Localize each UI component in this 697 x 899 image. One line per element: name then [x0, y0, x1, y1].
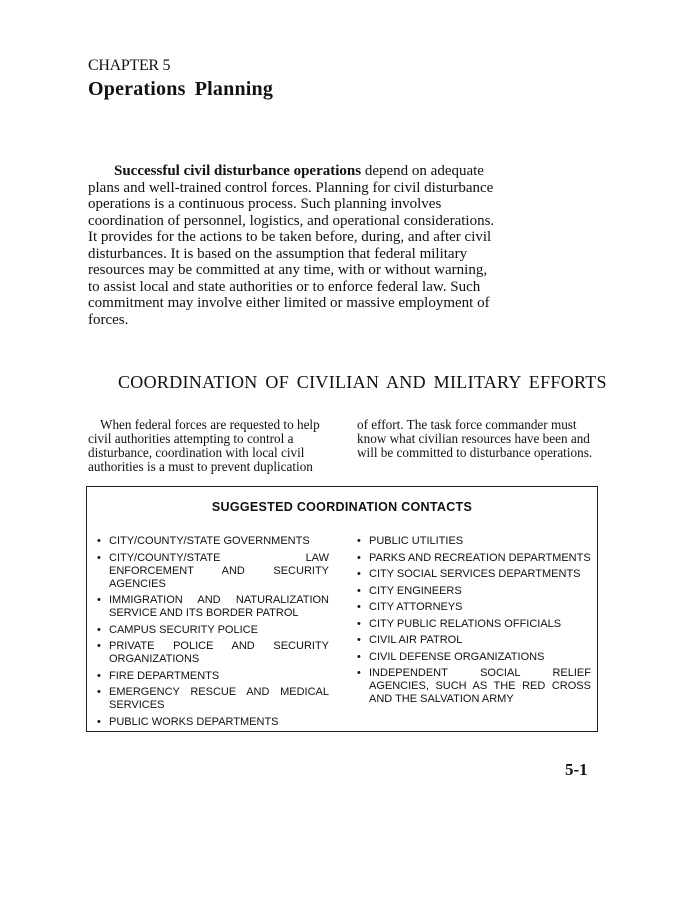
right-column-text: of effort. The task force commander must know what civilian resources have been and will be committed to disturbance operations. [357, 417, 593, 460]
bullet-icon: • [97, 669, 101, 682]
bullet-icon: • [97, 686, 101, 698]
list-item: • IMMIGRATION AND NATURALIZATION SERVICE AND ITS BORDER PATROL [97, 594, 329, 619]
bullet-icon: • [97, 640, 101, 652]
bullet-icon: • [357, 667, 361, 679]
chapter-label: CHAPTER 5 [88, 57, 171, 74]
list-item: • CITY ENGINEERS [357, 584, 462, 597]
list-item: • PARKS AND RECREATION DEPARTMENTS [357, 551, 591, 564]
bullet-icon: • [357, 634, 361, 646]
list-item: • PUBLIC UTILITIES [357, 535, 464, 547]
list-item: • PUBLIC WORKS DEPARTMENTS [97, 715, 279, 728]
list-item: • CITY/COUNTY/STATE LAW ENFORCEMENT AND SECURITY AGENCIES [97, 551, 329, 590]
bullet-icon: • [357, 601, 361, 613]
contacts-list-left [95, 535, 329, 732]
bullet-icon: • [97, 715, 101, 728]
bullet-icon: • [357, 650, 361, 663]
list-item: • CITY SOCIAL SERVICES DEPARTMENTS [357, 568, 581, 580]
bullet-icon: • [97, 535, 101, 547]
list-item: • INDEPENDENT SOCIAL RELIEF AGENCIES, SUCH AS THE RED CROSS AND THE SALVATION ARMY [357, 667, 591, 705]
contacts-list-right [355, 535, 591, 710]
list-item: • CAMPUS SECURITY POLICE [97, 623, 258, 636]
bullet-icon: • [357, 535, 361, 547]
section-heading: COORDINATION OF CIVILIAN AND MILITARY EFFORTS [118, 372, 607, 392]
section-left-column [88, 418, 344, 474]
list-item: • CITY/COUNTY/STATE GOVERNMENTS [97, 535, 310, 547]
bullet-icon: • [97, 623, 101, 636]
list-item: • CIVIL AIR PATROL [357, 634, 463, 646]
intro-lead: Successful civil disturbance operations [114, 163, 362, 179]
bullet-icon: • [97, 551, 101, 564]
list-item: • FIRE DEPARTMENTS [97, 669, 220, 682]
list-item: • CITY ATTORNEYS [357, 601, 463, 613]
bullet-icon: • [97, 594, 101, 606]
page-number: 5-1 [565, 760, 588, 779]
bullet-icon: • [357, 568, 361, 580]
list-item: • EMERGENCY RESCUE AND MEDICAL SERVICES [97, 686, 329, 711]
intro-body: depend on adequate plans and well-trained control forces. Planning for civil disturbance operations is a continuous process. Such planning involves coordination of personnel, logistics, and operational considerations. It provides for the actions to be taken before, during, and after civil disturbances. It is based on the assumption that federal military resources may be committed at any time, with or without warning, to assist local and state authorities or to enforce federal law. Such commitment may involve either limited or massive employment of forces. [88, 163, 495, 328]
bullet-icon: • [357, 584, 361, 597]
section-right-column [357, 418, 597, 460]
list-item: • PRIVATE POLICE AND SECURITY ORGANIZATIONS [97, 640, 329, 665]
bullet-icon: • [357, 617, 361, 630]
intro-paragraph [88, 163, 500, 328]
left-column-text: When federal forces are requested to help civil authorities attempting to control a disturbance, coordination with local civil authorities is a must to prevent duplication [88, 417, 320, 474]
chapter-title: Operations Planning [88, 78, 274, 100]
coordination-contacts-box [86, 486, 598, 732]
list-item: • CIVIL DEFENSE ORGANIZATIONS [357, 650, 545, 663]
list-item: • CITY PUBLIC RELATIONS OFFICIALS [357, 617, 562, 630]
bullet-icon: • [357, 551, 361, 564]
box-title: SUGGESTED COORDINATION CONTACTS [211, 500, 473, 514]
